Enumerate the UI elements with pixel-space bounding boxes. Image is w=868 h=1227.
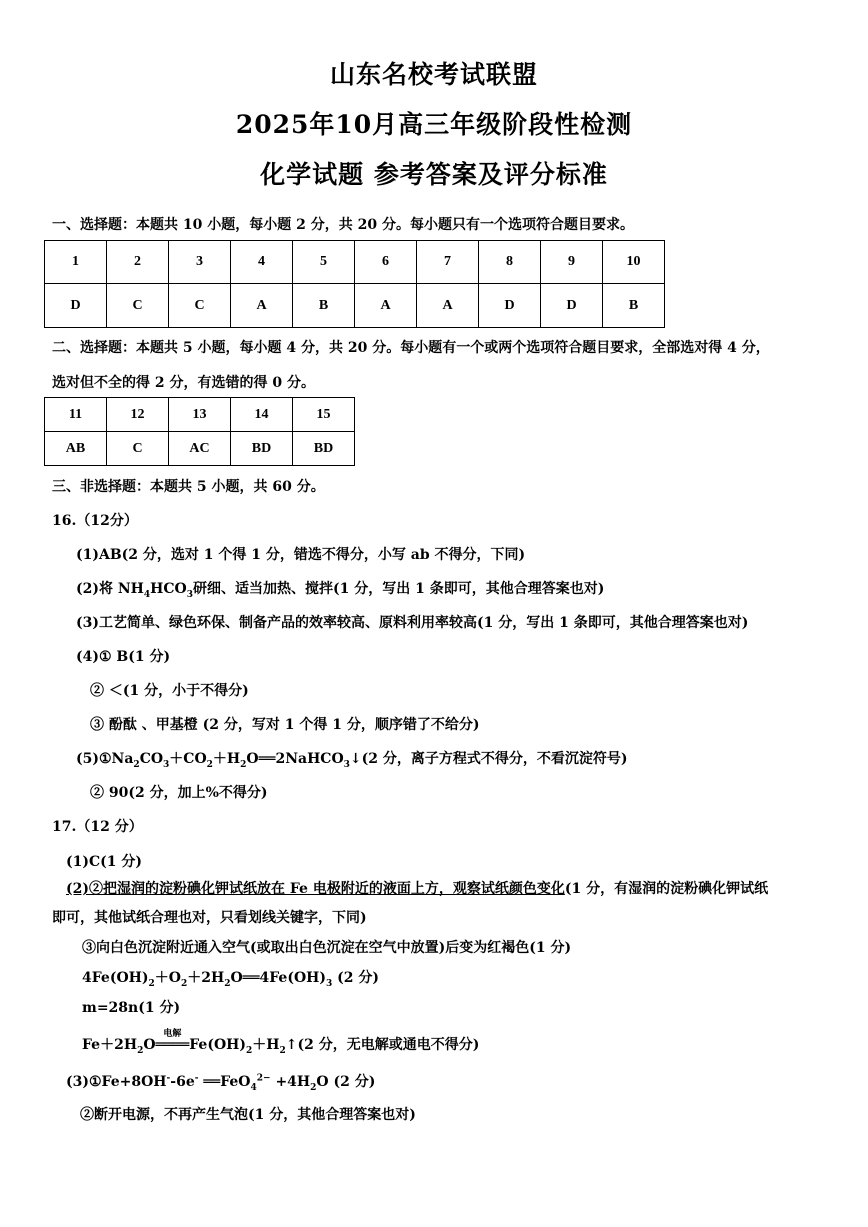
text: O══2NaHCO: [246, 751, 344, 767]
q16-part4c: ③ 酚酞 、甲基橙 (2 分，写对 1 个得 1 分，顺序错了不给分): [90, 717, 480, 733]
text: HCO: [150, 581, 187, 597]
text: O: [143, 1037, 156, 1053]
arrow: ════: [155, 1037, 190, 1053]
subscript: 2: [133, 759, 140, 770]
text: Fe＋2H: [82, 1037, 138, 1053]
answer-cell: B: [293, 284, 355, 328]
question-number: 7: [417, 241, 479, 284]
q16-title: 16.（12分）: [52, 513, 138, 529]
answer-cell: C: [169, 284, 231, 328]
answer-cell: D: [541, 284, 603, 328]
text: +4H: [270, 1074, 311, 1090]
subscript: 2: [224, 978, 231, 989]
subscript: 2: [279, 1045, 286, 1056]
subscript: 2: [148, 978, 155, 989]
text: 研细、适当加热、搅拌(1 分，写出 1 条即可，其他合理答案也对): [193, 581, 605, 597]
answer-cell: BD: [231, 432, 293, 466]
subscript: 2: [180, 978, 188, 989]
question-number: 2: [107, 241, 169, 284]
table-row: [45, 284, 665, 328]
table-row: [45, 398, 355, 432]
text: (1 分，有湿润的淀粉碘化钾试纸: [564, 881, 769, 897]
subscript: 2: [240, 759, 247, 770]
exam-union-title: 山东名校考试联盟: [329, 60, 538, 89]
subscript: 4: [250, 1082, 257, 1093]
text: ══FeO: [198, 1074, 251, 1090]
subscript: 3: [326, 978, 333, 989]
text: O (2 分): [316, 1074, 376, 1090]
answer-cell: AC: [169, 432, 231, 466]
q17-part2: [66, 878, 768, 898]
text: ↑(2 分，无电解或通电不得分): [285, 1037, 480, 1053]
section2-heading-line2: 选对但不全的得 2 分，有选错的得 0 分。: [52, 375, 315, 391]
reaction-arrow: [155, 1029, 190, 1053]
answer-cell: A: [417, 284, 479, 328]
superscript: -: [166, 1073, 171, 1084]
q16-part5a: [76, 748, 628, 770]
superscript: -: [194, 1073, 199, 1084]
q17-part3: ③向白色沉淀附近通入空气(或取出白色沉淀在空气中放置)后变为红褐色(1 分): [82, 940, 572, 956]
section2-heading-line1: 二、选择题：本题共 5 小题，每小题 4 分，共 20 分。每小题有一个或两个选项符合题目要求，全部选对得 4 分，: [52, 340, 770, 356]
question-number: 5: [293, 241, 355, 284]
q17-part3b: ②断开电源，不再产生气泡(1 分，其他合理答案也对): [80, 1107, 416, 1123]
answer-cell: A: [231, 284, 293, 328]
answer-cell: B: [603, 284, 665, 328]
text: (2 分): [332, 970, 380, 986]
question-number: 13: [169, 398, 231, 432]
question-number: 15: [293, 398, 355, 432]
text: ＋H: [252, 1037, 280, 1053]
superscript: 2−: [256, 1073, 271, 1084]
text: (5)①Na: [76, 751, 134, 767]
subscript: 3: [186, 589, 193, 600]
answer-cell: C: [107, 284, 169, 328]
section2-answer-table: [44, 397, 355, 466]
question-number: 12: [107, 398, 169, 432]
q16-part4a: (4)① B(1 分): [76, 649, 171, 665]
text: 4Fe(OH): [82, 970, 149, 986]
section1-heading: 一、选择题：本题共 10 小题，每小题 2 分，共 20 分。每小题只有一个选项符合题目要求。: [52, 217, 634, 233]
answer-cell: AB: [45, 432, 107, 466]
text: Fe(OH): [189, 1037, 247, 1053]
answer-cell: D: [45, 284, 107, 328]
subscript: 2: [246, 1045, 253, 1056]
question-number: 6: [355, 241, 417, 284]
text: (2)将 NH: [76, 581, 144, 597]
q16-part5b: ② 90(2 分，加上%不得分): [90, 785, 268, 801]
q17-equation-2: [82, 1029, 480, 1056]
text: -6e: [170, 1074, 195, 1090]
text: ↓(2 分，离子方程式不得分，不看沉淀符号): [349, 751, 628, 767]
subscript: 3: [343, 759, 350, 770]
q16-part4b: ② ＜(1 分，小于不得分): [90, 683, 249, 699]
answer-cell: C: [107, 432, 169, 466]
answer-cell: A: [355, 284, 417, 328]
section1-answer-table: [44, 240, 665, 328]
q16-part1: (1)AB(2 分，选对 1 个得 1 分，错选不得分，小写 ab 不得分，下同): [76, 547, 526, 563]
q17-part2-continued: 即可，其他试纸合理也对，只看划线关键字，下同): [52, 910, 367, 926]
text: ＋H: [212, 751, 241, 767]
q17-title: 17.（12 分）: [52, 819, 143, 835]
question-number: 11: [45, 398, 107, 432]
q17-part1: (1)C(1 分): [66, 854, 142, 870]
subscript: 4: [143, 589, 151, 600]
q17-part3a: [66, 1071, 375, 1093]
q17-equation-1: [82, 967, 379, 989]
q16-part2: [76, 578, 604, 600]
text: ＋CO: [169, 751, 207, 767]
question-number: 8: [479, 241, 541, 284]
question-number: 4: [231, 241, 293, 284]
text: ＋2H: [187, 970, 225, 986]
table-row: [45, 432, 355, 466]
answer-cell: BD: [293, 432, 355, 466]
answer-cell: D: [479, 284, 541, 328]
text: CO: [139, 751, 164, 767]
subscript: 2: [310, 1082, 317, 1093]
text: O══4Fe(OH): [230, 970, 327, 986]
underlined-keyphrase: (2)②把湿润的淀粉碘化钾试纸放在 Fe 电极附近的液面上方，观察试纸颜色变化: [66, 881, 565, 897]
question-number: 1: [45, 241, 107, 284]
section3-heading: 三、非选择题：本题共 5 小题，共 60 分。: [52, 479, 325, 495]
electrolysis-condition: 电解: [163, 1029, 182, 1039]
question-number: 9: [541, 241, 603, 284]
subscript: 2: [137, 1045, 144, 1056]
question-number: 10: [603, 241, 665, 284]
answer-key-title: 化学试题 参考答案及评分标准: [260, 160, 608, 189]
subscript: 2: [206, 759, 213, 770]
exam-session-title: 2025年10月高三年级阶段性检测: [235, 110, 633, 139]
text: ＋O: [154, 970, 181, 986]
question-number: 14: [231, 398, 293, 432]
text: (3)①Fe+8OH: [66, 1074, 167, 1090]
question-number: 3: [169, 241, 231, 284]
q16-part3: (3)工艺简单、绿色环保、制备产品的效率较高、原料利用率较高(1 分，写出 1 条即可，其他合理答案也对): [76, 615, 749, 631]
subscript: 3: [163, 759, 170, 770]
table-row: [45, 241, 665, 284]
q17-mass-relation: m=28n(1 分): [82, 1000, 181, 1016]
